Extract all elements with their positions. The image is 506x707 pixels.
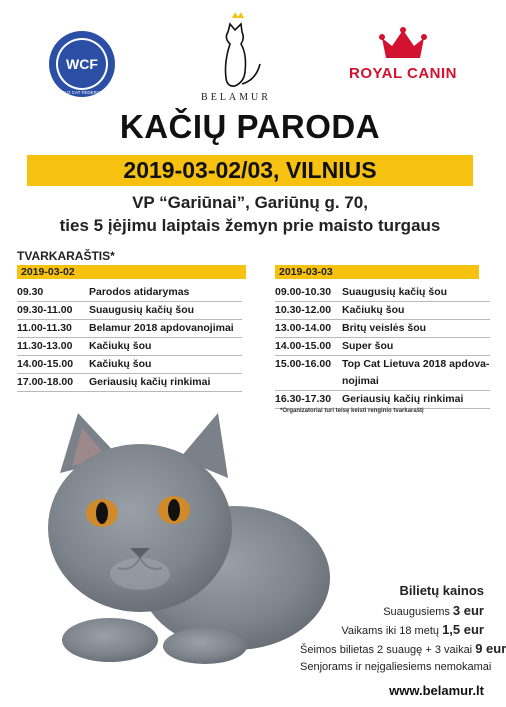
schedule-time: 09.30-11.00	[17, 304, 73, 316]
price-value: 1,5 eur	[442, 622, 484, 637]
wcf-subtext: WORLD CAT FEDERATION	[53, 90, 111, 95]
schedule-row	[275, 338, 490, 356]
schedule-event: Suaugusių kačių šou	[342, 286, 448, 298]
royal-canin-logo	[338, 28, 468, 88]
schedule-row	[17, 356, 242, 374]
price-line	[300, 640, 506, 659]
prices-title: Bilietų kainos	[399, 583, 484, 598]
schedule-event: Parodos atidarymas	[89, 286, 190, 298]
royal-canin-name: ROYAL CANIN	[348, 65, 458, 82]
schedule-row	[275, 320, 490, 338]
price-label: Šeimos bilietas 2 suaugę + 3 vaikai	[300, 644, 473, 656]
website-link[interactable]: www.belamur.lt	[389, 683, 484, 698]
price-label: Vaikams iki 18 metų	[341, 625, 440, 637]
schedule-event: Britų veislės šou	[342, 322, 427, 334]
schedule-time: 09.30	[17, 286, 44, 298]
schedule-event: Geriausių kačių rinkimai	[89, 376, 211, 388]
cat-silhouette-icon	[196, 10, 276, 92]
price-label: Senjorams ir neįgaliesiems nemokamai	[300, 661, 492, 673]
schedule-time: 11.00-11.30	[17, 322, 72, 334]
schedule-row	[17, 320, 242, 338]
schedule-disclaimer: *Organizatoriai turi teisę keisti renginio tvarkaraštį	[280, 408, 424, 414]
belamur-logo	[196, 10, 276, 106]
ticket-prices	[300, 583, 506, 676]
date-location-text: 2019-03-02/03, VILNIUS	[123, 157, 377, 183]
schedule-time: 10.30-12.00	[275, 304, 332, 316]
schedule-event: Kačiukų šou	[89, 340, 152, 352]
schedule-event: Suaugusių kačių šou	[89, 304, 195, 316]
price-value: 9 eur	[475, 641, 506, 656]
schedule-time: 15.00-16.00	[275, 358, 332, 370]
schedule-title: TVARKARAŠTIS*	[17, 249, 115, 263]
wcf-name: WCF	[66, 56, 98, 72]
schedule-event: Super šou	[342, 340, 394, 352]
schedule-event: Top Cat Lietuva 2018 apdova-nojimai	[342, 358, 490, 387]
belamur-name: BELAMUR	[201, 92, 271, 103]
date-location-banner	[27, 155, 473, 186]
schedule-event: Kačiukų šou	[89, 358, 152, 370]
day1-date-header: 2019-03-02	[17, 265, 246, 279]
venue-line-1: VP “Gariūnai”, Gariūnų g. 70,	[132, 193, 368, 212]
price-line	[300, 602, 484, 621]
day1-schedule	[17, 284, 242, 392]
schedule-time: 14.00-15.00	[275, 340, 332, 352]
crown-icon	[338, 28, 468, 64]
schedule-time: 11.30-13.00	[17, 340, 73, 352]
price-label: Suaugusiems	[383, 606, 450, 618]
schedule-event: Geriausių kačių rinkimai	[342, 393, 464, 405]
schedule-row	[275, 302, 490, 320]
price-line	[300, 659, 492, 676]
schedule-row	[17, 338, 242, 356]
schedule-row	[17, 302, 242, 320]
page-title: KAČIŲ PARODA	[119, 108, 381, 145]
schedule-time: 17.00-18.00	[17, 376, 74, 388]
schedule-time: 13.00-14.00	[275, 322, 332, 334]
day2-date-header: 2019-03-03	[275, 265, 479, 279]
schedule-row	[17, 284, 242, 302]
schedule-time: 14.00-15.00	[17, 358, 74, 370]
venue-line-2: ties 5 įėjimu laiptais žemyn prie maisto turgaus	[59, 216, 441, 235]
price-value: 3 eur	[452, 603, 484, 618]
schedule-time: 16.30-17.30	[275, 393, 332, 405]
schedule-event: Belamur 2018 apdovanojimai	[89, 322, 234, 334]
cat-photo	[40, 378, 330, 668]
price-line	[300, 621, 484, 640]
schedule-row	[275, 284, 490, 302]
schedule-event: Kačiukų šou	[342, 304, 405, 316]
schedule-time: 09.00-10.30	[275, 286, 332, 298]
wcf-logo	[44, 24, 120, 100]
